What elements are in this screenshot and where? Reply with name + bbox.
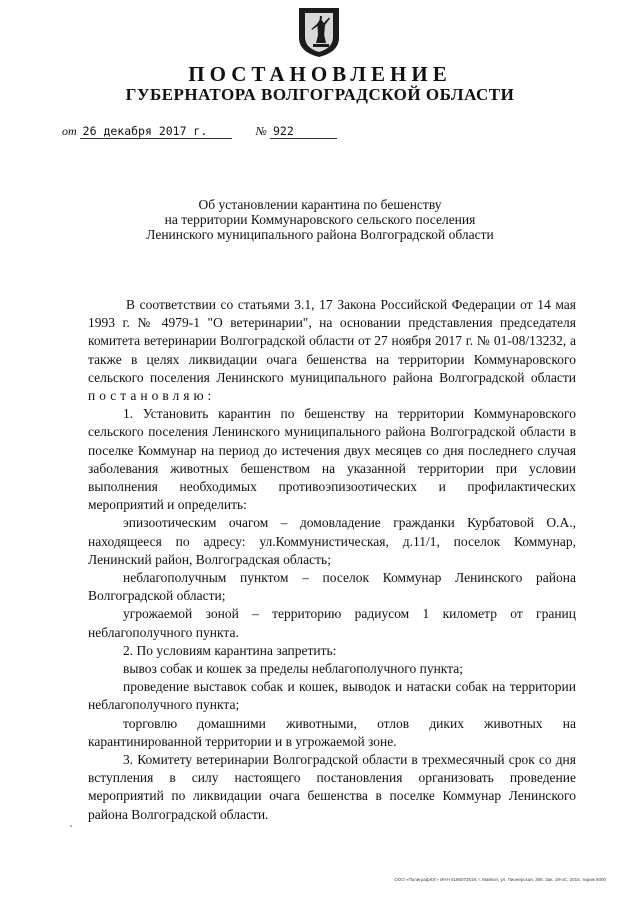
subject-line: Об установлении карантина по бешенству (198, 197, 442, 212)
clause-paragraph: проведение выставок собак и кошек, выводок и натаски собак на территории неблагополучного пункта; (88, 679, 576, 713)
document-date: 26 декабря 2017 г. (80, 124, 232, 139)
document-number: 922 (270, 124, 337, 139)
subject-line: на территории Коммунаровского сельского поселения (164, 212, 476, 227)
decree-word: постановляю: (88, 388, 216, 404)
printer-imprint: ООО «ПолиграфЮГ» ИНН 6166072519, г. Майкоп, ул. Пионерская, 268. Зак. 19-оС, 2015, тираж 5000 (394, 877, 606, 882)
clause-paragraph: торговлю домашними животными, отлов диких животных на карантинированной территории и в угрожаемой зоне. (88, 715, 576, 749)
clause-paragraph: вывоз собак и кошек за пределы неблагополучного пункта; (123, 661, 463, 677)
preamble-paragraph (88, 296, 576, 405)
from-label: от (62, 124, 77, 138)
clause-paragraph: 2. По условиям карантина запретить: (123, 642, 337, 658)
document-subject (60, 197, 580, 242)
number-label: № (255, 124, 267, 138)
clause-paragraph: эпизоотическим очагом – домовладение гражданки Курбатовой О.А., находящееся по адресу: ул.Коммунистическая, д.11/1, поселок Коммунар, Ленинский район, Волгоградская область; (88, 515, 576, 567)
scan-speck (70, 825, 72, 827)
clause-paragraph: угрожаемой зоной – территорию радиусом 1 километр от границ неблагополучного пункта. (88, 606, 576, 640)
date-number-line (62, 124, 337, 139)
clause-paragraph: 1. Установить карантин по бешенству на территории Коммунаровского сельского поселения Ленинского муниципального района Волгоградской области в поселке Коммунар на период до истечения двух месяцев со дня последнего случая заболевания животных бешенством на указанной территории при условии выполнения необходимых противоэпизоотических и профилактических мероприятий и определить: (88, 406, 576, 513)
preamble-text: В соответствии со статьями 3.1, 17 Закона Российской Федерации от 14 мая 1993 г. № 4979-1 "О ветеринарии", на основании представления председателя комитета ветеринарии Волгоградской области от 27 ноября 2017 г. № 01-08/13232, а также в целях ликвидации очага бешенства на территории Коммунаровского сельского поселения Ленинского муниципального района Волгоградской области (88, 297, 576, 385)
document-body (88, 296, 576, 824)
document-issuer: ГУБЕРНАТОРА ВОЛГОГРАДСКОЙ ОБЛАСТИ (125, 85, 515, 104)
subject-line: Ленинского муниципального района Волгоградской области (146, 227, 494, 242)
clause-paragraph: 3. Комитету ветеринарии Волгоградской области в трехмесячный срок со дня вступления в силу настоящего постановления организовать проведение мероприятий по ликвидации очага бешенства в поселке Коммунар Ленинского района Волгоградской области. (88, 752, 576, 822)
document-title: ПОСТАНОВЛЕНИЕ (188, 62, 452, 86)
clause-paragraph: неблагополучным пунктом – поселок Коммунар Ленинского района Волгоградской области; (88, 570, 576, 604)
volgograd-coat-of-arms-icon (296, 6, 342, 58)
